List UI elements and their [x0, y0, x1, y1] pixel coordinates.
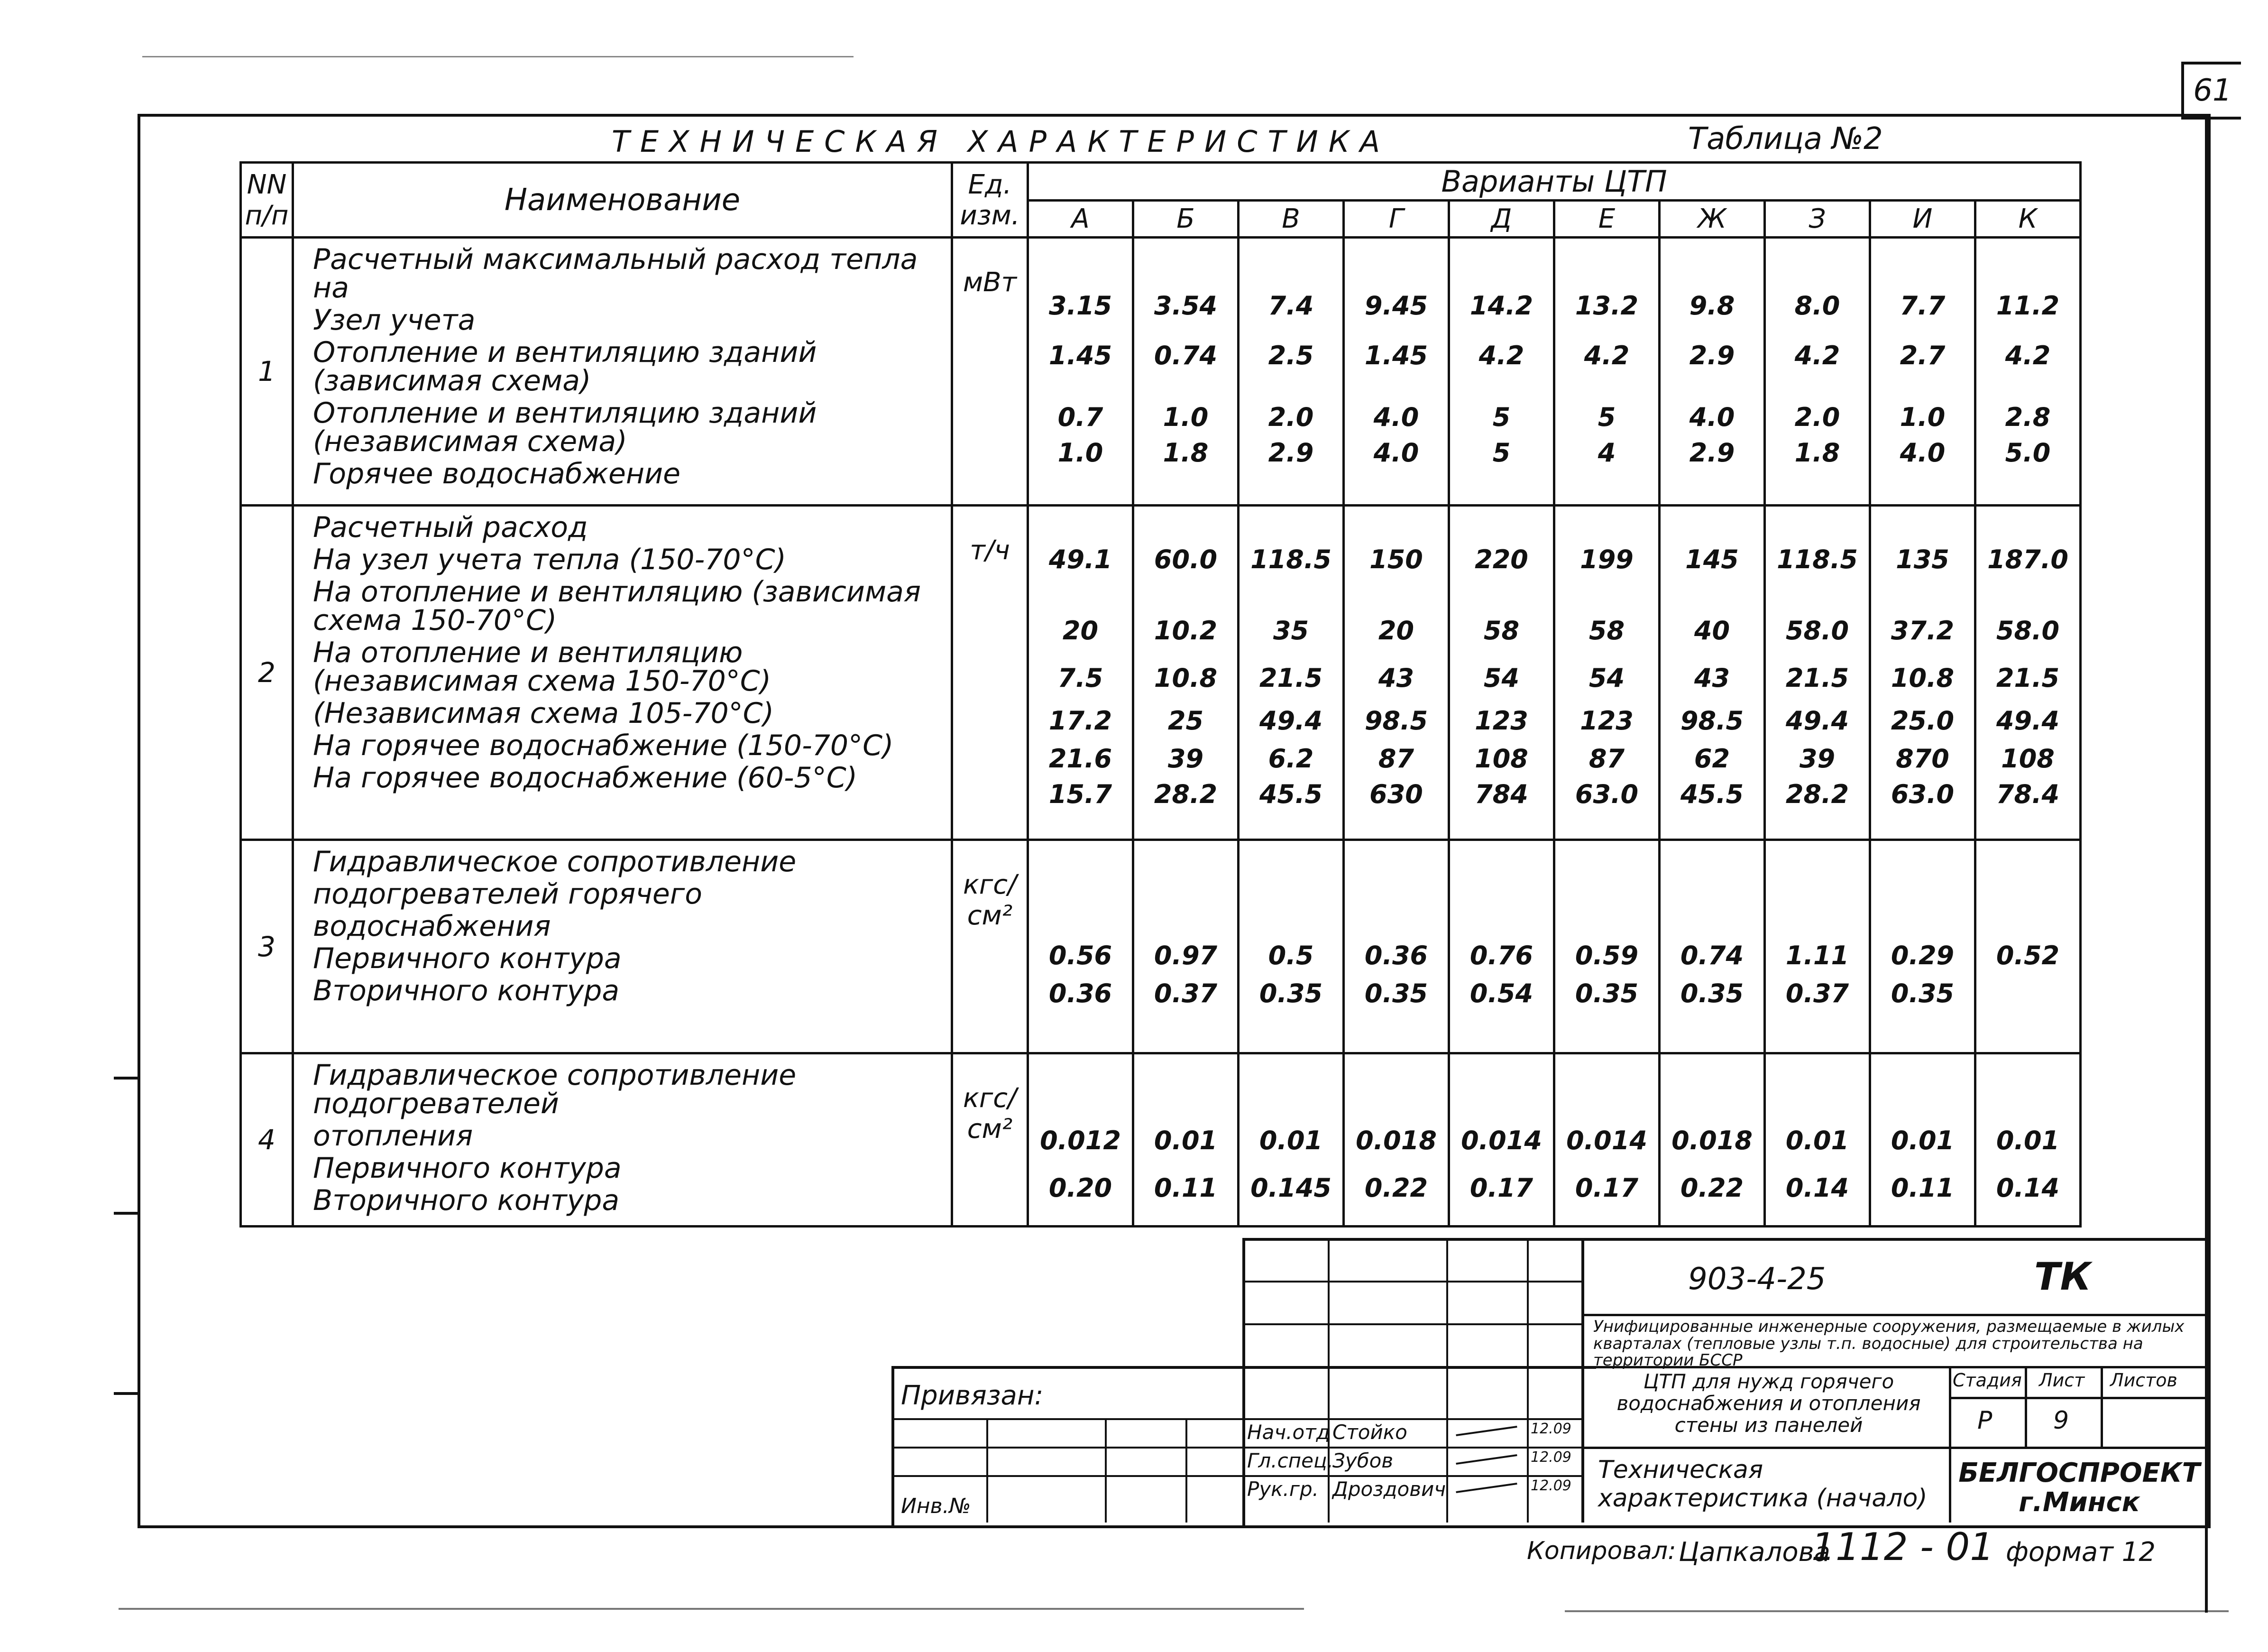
value-cell: [1554, 238, 1660, 506]
value: 14.2: [1469, 291, 1533, 321]
person-name: Стойко: [1332, 1421, 1407, 1444]
value-cell: [1660, 238, 1765, 506]
tb-grid-v0b: [1105, 1418, 1107, 1523]
variant-col-4: Г: [1344, 201, 1449, 238]
name-line: Расчетный расход: [313, 511, 588, 544]
value: 145: [1685, 545, 1739, 574]
value-cell: [1449, 238, 1554, 506]
name-line: Отопление и вентиляцию зданий (независимая схема): [313, 397, 817, 458]
value-cell: [1133, 238, 1239, 506]
value-cell: [1028, 1053, 1133, 1227]
document-title: ТЕХНИЧЕСКАЯ ХАРАКТЕРИСТИКА: [612, 124, 1391, 159]
value: 9.8: [1689, 291, 1735, 321]
sheet-value: 9: [2053, 1406, 2069, 1435]
value: 39: [1799, 744, 1836, 774]
header-name: Наименование: [293, 163, 952, 238]
tb-h3: [1581, 1447, 2205, 1449]
organization: БЕЛГОСПРОЕКТ г.Минск: [1958, 1458, 2200, 1518]
value: 108: [2001, 744, 2055, 774]
value: 45.5: [1259, 779, 1323, 809]
value: 4.0: [1373, 438, 1419, 468]
value: 135: [1896, 545, 1949, 574]
value: 2.5: [1268, 341, 1314, 370]
value-cell: [1765, 840, 1870, 1053]
value: 4.0: [1900, 438, 1946, 468]
value: 4.2: [1794, 341, 1840, 370]
tb-v1: [1949, 1366, 1951, 1447]
value: 4.0: [1373, 402, 1419, 432]
margin-tick-3: [114, 1392, 140, 1395]
value: 4.0: [1689, 402, 1735, 432]
value-cell: [1660, 506, 1765, 840]
value: 2.9: [1689, 341, 1735, 370]
variant-col-7: Ж: [1660, 201, 1765, 238]
value: 187.0: [1987, 545, 2068, 574]
tb-grid-h3: [1242, 1366, 1584, 1368]
name-line: На горячее водоснабжение (60-5°С): [313, 761, 858, 794]
value: 3.15: [1048, 291, 1112, 321]
value-cell: [1660, 840, 1765, 1053]
value: 45.5: [1680, 779, 1744, 809]
value: 21.5: [1785, 663, 1849, 693]
value: 0.14: [1996, 1173, 2060, 1203]
value: 0.17: [1575, 1173, 1639, 1203]
value: 0.35: [1259, 978, 1323, 1008]
value: 0.97: [1154, 941, 1218, 970]
value: 0.22: [1364, 1173, 1428, 1203]
value-cell: [1554, 506, 1660, 840]
value-cell: [1028, 840, 1133, 1053]
name-line: На горячее водоснабжение (150-70°С): [313, 729, 894, 762]
value: 0.01: [1996, 1126, 2060, 1155]
section-unit: мВт: [952, 238, 1028, 506]
value: 0.37: [1154, 978, 1218, 1008]
tb-grid-v0c: [1185, 1418, 1187, 1523]
value: 49.1: [1048, 545, 1112, 574]
value: 6.2: [1268, 744, 1314, 774]
value: 0.01: [1891, 1126, 1955, 1155]
person-name: Зубов: [1332, 1449, 1394, 1472]
variant-col-10: К: [1975, 201, 2081, 238]
section-unit: т/ч: [952, 506, 1028, 840]
person-date: 12.09: [1531, 1421, 1571, 1437]
value: 8.0: [1794, 291, 1840, 321]
value: 10.8: [1891, 663, 1955, 693]
value: 2.9: [1268, 438, 1314, 468]
value: 1.0: [1163, 402, 1209, 432]
value: 0.01: [1154, 1126, 1218, 1155]
tb-grid-v1: [1328, 1238, 1330, 1523]
section-names: [293, 238, 952, 506]
format-label: формат 12: [2006, 1537, 2156, 1568]
value: 1.0: [1900, 402, 1946, 432]
value-cell: [1449, 840, 1554, 1053]
value-cell: [1344, 840, 1449, 1053]
value-cell: [1028, 238, 1133, 506]
tb-grid-h4: [891, 1418, 1584, 1420]
name-line: отопления: [313, 1119, 473, 1153]
value: 0.74: [1154, 341, 1218, 370]
value: 5: [1492, 402, 1511, 432]
value: 20: [1062, 616, 1099, 646]
person-role: Гл.спец.: [1247, 1449, 1333, 1472]
value: 13.2: [1575, 291, 1639, 321]
person-role: Нач.отд: [1247, 1421, 1330, 1444]
variant-col-2: Б: [1133, 201, 1239, 238]
doc-mark: ТК: [2034, 1255, 2091, 1299]
stage-value: Р: [1977, 1406, 1993, 1435]
value: 7.5: [1057, 663, 1103, 693]
person-role: Рук.гр.: [1247, 1477, 1319, 1501]
section-number: 2: [241, 506, 293, 840]
value: 630: [1369, 779, 1423, 809]
value: 58: [1589, 616, 1625, 646]
name-line: Отопление и вентиляцию зданий (зависимая схема): [313, 336, 817, 397]
value: 54: [1589, 663, 1625, 693]
name-line: Горячее водоснабжение: [313, 457, 681, 490]
name-line: Вторичного контура: [313, 974, 620, 1007]
value: 1.0: [1057, 438, 1103, 468]
name-line: На отопление и вентиляцию (независимая схема 150-70°С): [313, 636, 771, 698]
name-line: На отопление и вентиляцию (зависимая схема 150-70°С): [313, 575, 921, 637]
value: 0.76: [1469, 941, 1533, 970]
tb-v2: [2025, 1366, 2027, 1447]
object-name: ЦТП для нужд горячего водоснабжения и отопления стены из панелей: [1616, 1370, 1921, 1437]
value: 220: [1475, 545, 1528, 574]
value: 43: [1694, 663, 1730, 693]
value-cell: [1660, 1053, 1765, 1227]
value: 0.35: [1680, 978, 1744, 1008]
value: 118.5: [1250, 545, 1331, 574]
value: 2.0: [1794, 402, 1840, 432]
value: 87: [1589, 744, 1625, 774]
header-unit: Ед. изм.: [952, 163, 1028, 238]
value: 49.4: [1785, 706, 1849, 736]
value: 0.56: [1048, 941, 1112, 970]
doc-description: Унифицированные инженерные сооружения, размещаемые в жилых кварталах (тепловые узлы т.п. водосные) для строительства на территории БССР: [1593, 1317, 2185, 1370]
tb-grid-h2: [1242, 1323, 1584, 1325]
value: 87: [1378, 744, 1414, 774]
order-number: 1112 - 01: [1811, 1525, 1994, 1569]
value: 0.54: [1469, 978, 1533, 1008]
value: 199: [1580, 545, 1634, 574]
value: 28.2: [1785, 779, 1849, 809]
value-cell: [1344, 1053, 1449, 1227]
value-cell: [1133, 840, 1239, 1053]
value: 37.2: [1891, 616, 1955, 646]
value: 0.01: [1259, 1126, 1323, 1155]
name-line: Гидравлическое сопротивление: [313, 845, 797, 878]
value: 0.018: [1356, 1126, 1437, 1155]
value: 49.4: [1996, 706, 2060, 736]
value: 1.45: [1048, 341, 1112, 370]
tb-grid-v3: [1527, 1238, 1529, 1523]
name-line: На узел учета тепла (150-70°С): [313, 543, 786, 576]
value: 2.0: [1268, 402, 1314, 432]
scan-streak-top: [142, 56, 854, 57]
inventory-label: Инв.№: [901, 1494, 971, 1518]
value: 49.4: [1259, 706, 1323, 736]
variant-col-6: Е: [1554, 201, 1660, 238]
sheet-number: 61: [2181, 62, 2241, 120]
tb-h4: [1949, 1397, 2205, 1399]
value-cell: [1975, 840, 2081, 1053]
value: 4: [1598, 438, 1616, 468]
value-cell: [1765, 238, 1870, 506]
value: 0.11: [1154, 1173, 1218, 1203]
scan-streak-bottom-2: [1565, 1610, 2229, 1612]
value: 7.4: [1268, 291, 1314, 321]
value: 10.8: [1154, 663, 1218, 693]
value: 28.2: [1154, 779, 1218, 809]
tb-grid-v2: [1446, 1238, 1448, 1523]
value: 54: [1483, 663, 1520, 693]
scan-streak-bottom: [119, 1608, 1304, 1610]
copier-name: Цапкалова: [1679, 1537, 1830, 1568]
value: 118.5: [1777, 545, 1858, 574]
value: 0.52: [1996, 941, 2060, 970]
variant-col-1: А: [1028, 201, 1133, 238]
value-cell: [1765, 1053, 1870, 1227]
value: 40: [1694, 616, 1730, 646]
variant-col-8: З: [1765, 201, 1870, 238]
value-cell: [1133, 506, 1239, 840]
value: 43: [1378, 663, 1414, 693]
name-line: Узел учета: [313, 304, 476, 337]
name-line: подогревателей горячего: [313, 877, 702, 911]
value: 17.2: [1048, 706, 1112, 736]
value: 5.0: [2005, 438, 2051, 468]
value: 11.2: [1996, 291, 2060, 321]
value-cell: [1449, 1053, 1554, 1227]
section-names: [293, 1053, 952, 1227]
value: 0.145: [1250, 1173, 1331, 1203]
value: 0.35: [1575, 978, 1639, 1008]
value: 0.59: [1575, 941, 1639, 970]
sheet-label: Лист: [2039, 1370, 2085, 1391]
tb-grid-h5: [891, 1447, 1584, 1449]
section-unit: кгс/см²: [952, 1053, 1028, 1227]
value: 150: [1369, 545, 1423, 574]
value: 58.0: [1785, 616, 1849, 646]
doc-code: 903-4-25: [1688, 1262, 1826, 1297]
value-cell: [1975, 1053, 2081, 1227]
value-cell: [1870, 840, 1975, 1053]
value: 0.014: [1566, 1126, 1647, 1155]
value: 0.7: [1057, 402, 1103, 432]
value-cell: [1975, 238, 2081, 506]
section-number: 1: [241, 238, 293, 506]
value-cell: [1344, 506, 1449, 840]
characteristics-table: [239, 161, 2082, 1227]
value: 2.8: [2005, 402, 2051, 432]
value: 20: [1378, 616, 1414, 646]
value: 0.17: [1469, 1173, 1533, 1203]
sheet-title: Техническая характеристика (начало): [1598, 1456, 1928, 1513]
value: 9.45: [1364, 291, 1428, 321]
value: 0.35: [1364, 978, 1428, 1008]
value: 0.014: [1461, 1126, 1542, 1155]
value-cell: [1449, 506, 1554, 840]
header-num: NN п/п: [241, 163, 293, 238]
value: 10.2: [1154, 616, 1218, 646]
variant-col-5: Д: [1449, 201, 1554, 238]
variant-col-9: И: [1870, 201, 1975, 238]
value: 0.37: [1785, 978, 1849, 1008]
name-line: Вторичного контура: [313, 1184, 620, 1217]
value: 0.36: [1048, 978, 1112, 1008]
value-cell: [1239, 840, 1344, 1053]
value-cell: [1554, 1053, 1660, 1227]
value: 63.0: [1891, 779, 1955, 809]
value: 35: [1273, 616, 1309, 646]
name-line: (Независимая схема 105-70°С): [313, 697, 774, 730]
person-date: 12.09: [1531, 1477, 1571, 1494]
value: 0.36: [1364, 941, 1428, 970]
value: 0.5: [1268, 941, 1314, 970]
value: 123: [1475, 706, 1528, 736]
name-line: водоснабжения: [313, 910, 551, 943]
value: 21.5: [1996, 663, 2060, 693]
value: 5: [1598, 402, 1616, 432]
value: 0.29: [1891, 941, 1955, 970]
header-variants: Варианты ЦТП: [1028, 163, 2081, 201]
value-cell: [1344, 238, 1449, 506]
value-cell: [1870, 1053, 1975, 1227]
value: 870: [1896, 744, 1949, 774]
name-line: Расчетный максимальный расход тепла на: [313, 243, 918, 305]
value: 39: [1167, 744, 1204, 774]
tb-grid-h6: [891, 1475, 1584, 1477]
value: 0.20: [1048, 1173, 1112, 1203]
value: 21.5: [1259, 663, 1323, 693]
value: 63.0: [1575, 779, 1639, 809]
value: 7.7: [1900, 291, 1946, 321]
value: 1.8: [1163, 438, 1209, 468]
margin-tick-2: [114, 1212, 140, 1215]
value-cell: [1133, 1053, 1239, 1227]
value-cell: [1028, 506, 1133, 840]
value: 0.14: [1785, 1173, 1849, 1203]
section-names: [293, 506, 952, 840]
margin-tick-1: [114, 1077, 140, 1080]
value: 0.35: [1891, 978, 1955, 1008]
value: 108: [1475, 744, 1528, 774]
value: 78.4: [1996, 779, 2060, 809]
value: 21.6: [1048, 744, 1112, 774]
tb-grid-v0: [986, 1418, 988, 1523]
copied-label: Копировал:: [1527, 1537, 1676, 1565]
tb-v3: [2101, 1366, 2103, 1447]
value: 0.74: [1680, 941, 1744, 970]
name-line: Первичного контура: [313, 942, 622, 975]
value: 25: [1167, 706, 1204, 736]
tb-v4: [1949, 1447, 1951, 1523]
value-cell: [1975, 506, 2081, 840]
value: 58: [1483, 616, 1520, 646]
value: 62: [1694, 744, 1730, 774]
person-date: 12.09: [1531, 1449, 1571, 1466]
value-cell: [1765, 506, 1870, 840]
name-line: Первичного контура: [313, 1152, 622, 1185]
value: 4.2: [2005, 341, 2051, 370]
tb-grid-h1: [1242, 1281, 1584, 1283]
value: 784: [1475, 779, 1528, 809]
value: 0.11: [1891, 1173, 1955, 1203]
value: 1.11: [1785, 941, 1849, 970]
variant-col-3: В: [1239, 201, 1344, 238]
value: 2.7: [1900, 341, 1946, 370]
value: 5: [1492, 438, 1511, 468]
value: 123: [1580, 706, 1634, 736]
value-cell: [1554, 840, 1660, 1053]
value: 0.22: [1680, 1173, 1744, 1203]
section-number: 4: [241, 1053, 293, 1227]
section-number: 3: [241, 840, 293, 1053]
sheets-label: Листов: [2110, 1370, 2177, 1391]
value: 0.012: [1040, 1126, 1121, 1155]
value-cell: [1239, 1053, 1344, 1227]
value-cell: [1239, 506, 1344, 840]
value: 15.7: [1048, 779, 1112, 809]
value-cell: [1870, 506, 1975, 840]
value: 1.45: [1364, 341, 1428, 370]
name-line: Гидравлическое сопротивление подогревателей: [313, 1059, 797, 1120]
value: 0.01: [1785, 1126, 1849, 1155]
tb-h1: [1581, 1314, 2205, 1316]
value: 4.2: [1478, 341, 1524, 370]
value: 3.54: [1154, 291, 1218, 321]
value: 2.9: [1689, 438, 1735, 468]
value: 58.0: [1996, 616, 2060, 646]
value: 25.0: [1891, 706, 1955, 736]
value: 0.018: [1671, 1126, 1753, 1155]
value: 98.5: [1680, 706, 1744, 736]
value: 1.8: [1794, 438, 1840, 468]
privyazan-label: Привязан:: [901, 1380, 1044, 1411]
stage-label: Стадия: [1953, 1370, 2022, 1391]
section-unit: кгс/см²: [952, 840, 1028, 1053]
value-cell: [1870, 238, 1975, 506]
section-names: [293, 840, 952, 1053]
value: 98.5: [1364, 706, 1428, 736]
value-cell: [1239, 238, 1344, 506]
value: 60.0: [1154, 545, 1218, 574]
value: 4.2: [1584, 341, 1630, 370]
table-label: Таблица №2: [1688, 121, 1883, 157]
person-name: Дроздович: [1332, 1477, 1446, 1501]
